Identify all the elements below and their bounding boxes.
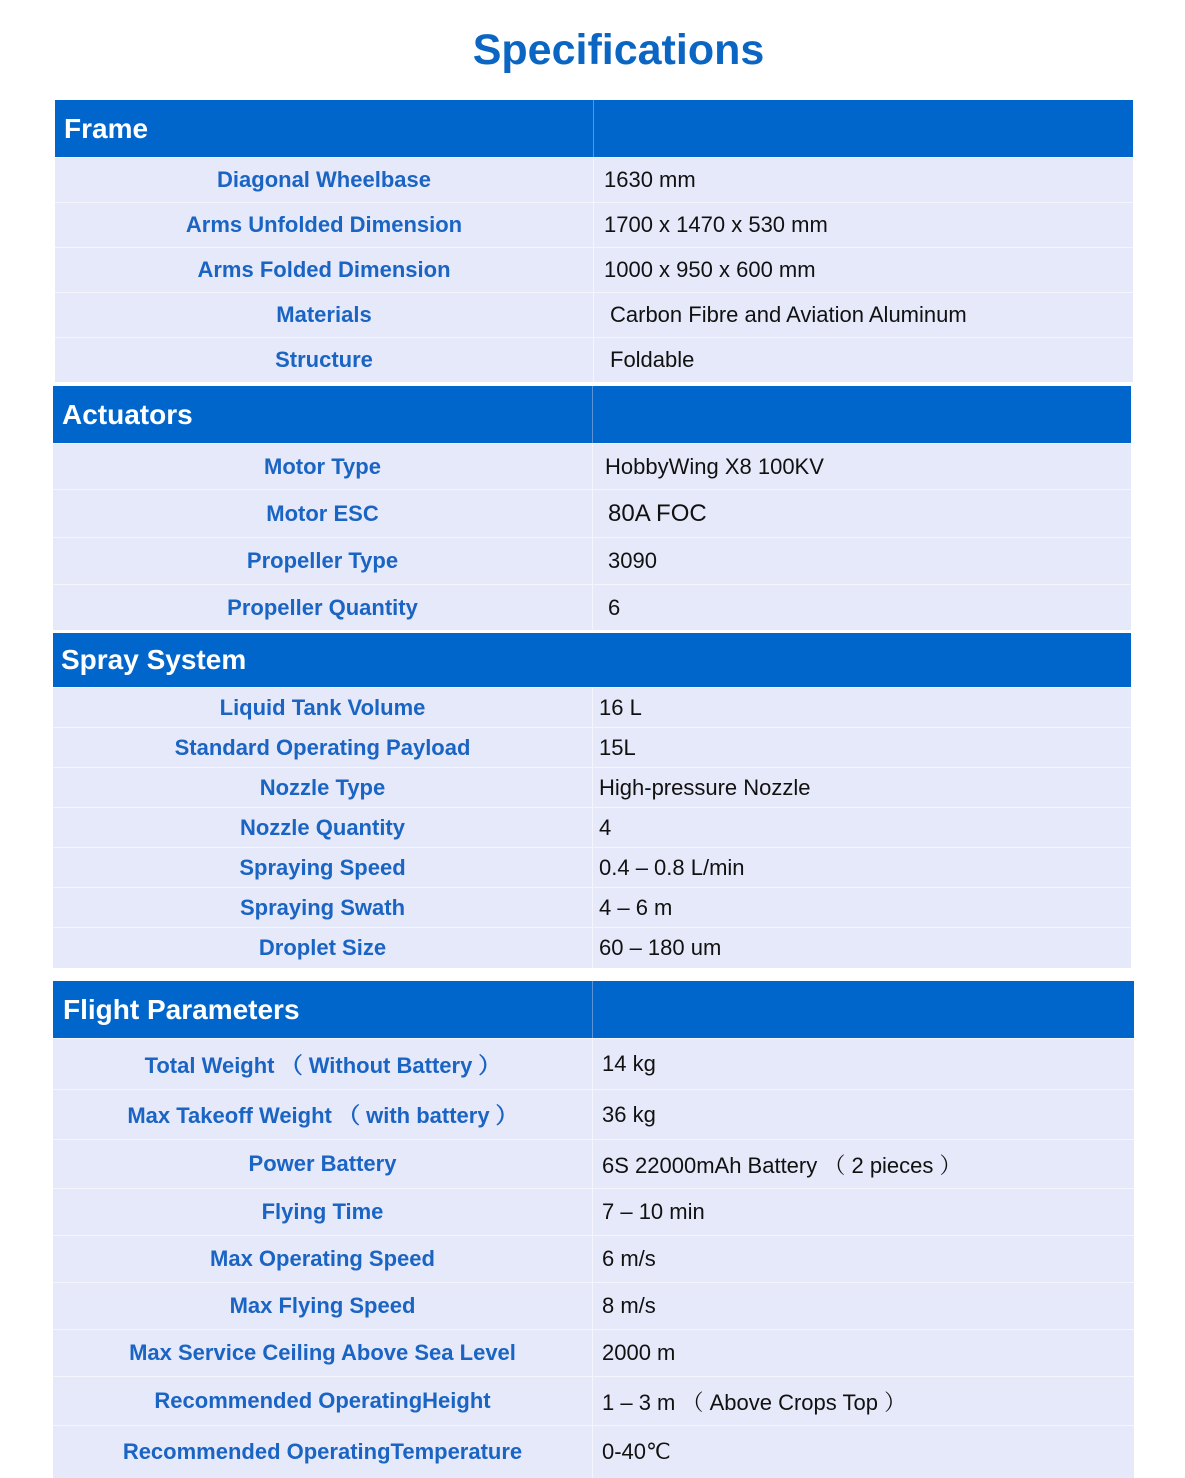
spec-value: HobbyWing X8 100KV bbox=[605, 453, 824, 479]
spec-row bbox=[53, 1376, 1134, 1425]
spec-row bbox=[53, 1188, 1134, 1235]
spec-value: 4 – 6 m bbox=[599, 894, 673, 920]
spec-row bbox=[53, 1329, 1134, 1376]
spec-label: Motor ESC bbox=[53, 490, 593, 537]
spec-row bbox=[53, 887, 1131, 927]
spec-value: 14 kg bbox=[602, 1051, 656, 1076]
spec-label: Diagonal Wheelbase bbox=[55, 158, 594, 202]
spec-value: 4 bbox=[599, 814, 612, 840]
spec-value: 36 kg bbox=[602, 1101, 656, 1127]
spec-row bbox=[55, 247, 1133, 292]
spec-value: 1700 x 1470 x 530 mm bbox=[604, 212, 828, 237]
spec-label: Nozzle Type bbox=[53, 768, 593, 807]
spec-label: Max Takeoff Weight （ with battery ） bbox=[53, 1090, 593, 1139]
spec-value: 0-40℃ bbox=[602, 1439, 671, 1464]
spec-label: Total Weight （ Without Battery ） bbox=[53, 1039, 593, 1089]
spec-value: 0.4 – 0.8 L/min bbox=[599, 854, 745, 880]
spec-row bbox=[53, 489, 1131, 537]
spec-row bbox=[53, 727, 1131, 767]
spec-label: Liquid Tank Volume bbox=[53, 688, 593, 727]
spec-row bbox=[55, 292, 1133, 337]
section-flight-parameters bbox=[53, 981, 1134, 1478]
section-frame bbox=[55, 100, 1133, 382]
page-title: Specifications bbox=[472, 26, 765, 74]
section-spray-system bbox=[53, 633, 1131, 968]
spec-value: High-pressure Nozzle bbox=[599, 774, 811, 800]
spec-value: 2000 m bbox=[602, 1340, 676, 1365]
spec-value: 6 m/s bbox=[602, 1246, 656, 1271]
spec-row bbox=[55, 157, 1133, 202]
section-header bbox=[53, 981, 1134, 1038]
spec-row bbox=[53, 927, 1131, 968]
spec-value: 6 bbox=[608, 594, 621, 620]
spec-value: 1000 x 950 x 600 mm bbox=[604, 257, 816, 282]
spec-row bbox=[53, 687, 1131, 727]
spec-label: Materials bbox=[55, 293, 594, 337]
spec-label: Arms Unfolded Dimension bbox=[55, 203, 594, 247]
spec-row bbox=[53, 1139, 1134, 1188]
spec-label: Standard Operating Payload bbox=[53, 728, 593, 767]
spec-value: 1 – 3 m （ Above Crops Top ） bbox=[602, 1389, 907, 1415]
spec-label: Arms Folded Dimension bbox=[55, 248, 594, 292]
spec-label: Structure bbox=[55, 338, 594, 382]
spec-value: 6S 22000mAh Battery （ 2 pieces ） bbox=[602, 1152, 962, 1178]
spec-label: Max Operating Speed bbox=[53, 1236, 593, 1282]
spec-row bbox=[53, 537, 1131, 584]
spec-value: Carbon Fibre and Aviation Aluminum bbox=[610, 302, 967, 327]
spec-label: Propeller Type bbox=[53, 538, 593, 584]
section-header bbox=[55, 100, 1133, 157]
spec-row bbox=[53, 584, 1131, 630]
section-header bbox=[53, 633, 1131, 687]
spec-label: Recommended OperatingTemperature bbox=[53, 1426, 593, 1478]
section-header bbox=[53, 386, 1131, 443]
spec-value: 1630 mm bbox=[604, 167, 696, 192]
section-title: Frame bbox=[55, 100, 594, 157]
spec-value: 15L bbox=[599, 734, 636, 760]
section-title: Actuators bbox=[53, 386, 593, 443]
spec-label: Droplet Size bbox=[53, 928, 593, 968]
spec-value: 8 m/s bbox=[602, 1293, 656, 1318]
spec-value: 3090 bbox=[608, 548, 657, 573]
spec-label: Recommended OperatingHeight bbox=[53, 1377, 593, 1425]
spec-row bbox=[53, 1089, 1134, 1139]
section-actuators bbox=[53, 386, 1131, 630]
spec-row bbox=[53, 1282, 1134, 1329]
spec-label: Power Battery bbox=[53, 1140, 593, 1188]
spec-label: Spraying Speed bbox=[53, 848, 593, 887]
spec-label: Propeller Quantity bbox=[53, 585, 593, 630]
spec-label: Max Flying Speed bbox=[53, 1283, 593, 1329]
spec-row bbox=[53, 1038, 1134, 1089]
spec-value: Foldable bbox=[610, 347, 695, 372]
spec-row bbox=[55, 337, 1133, 382]
section-title: Flight Parameters bbox=[53, 981, 593, 1038]
spec-row bbox=[53, 807, 1131, 847]
spec-row bbox=[55, 202, 1133, 247]
spec-value: 16 L bbox=[599, 694, 642, 720]
spec-row bbox=[53, 1235, 1134, 1282]
spec-value: 7 – 10 min bbox=[602, 1199, 705, 1224]
spec-value: 60 – 180 um bbox=[599, 935, 722, 960]
spec-row bbox=[53, 767, 1131, 807]
spec-value: 80A FOC bbox=[608, 499, 707, 527]
spec-label: Nozzle Quantity bbox=[53, 808, 593, 847]
spec-row bbox=[53, 443, 1131, 489]
spec-label: Max Service Ceiling Above Sea Level bbox=[53, 1330, 593, 1376]
spec-row bbox=[53, 847, 1131, 887]
spec-label: Spraying Swath bbox=[53, 888, 593, 927]
spec-label: Motor Type bbox=[53, 444, 593, 489]
spec-row bbox=[53, 1425, 1134, 1478]
spec-label: Flying Time bbox=[53, 1189, 593, 1235]
section-title: Spray System bbox=[61, 644, 247, 675]
